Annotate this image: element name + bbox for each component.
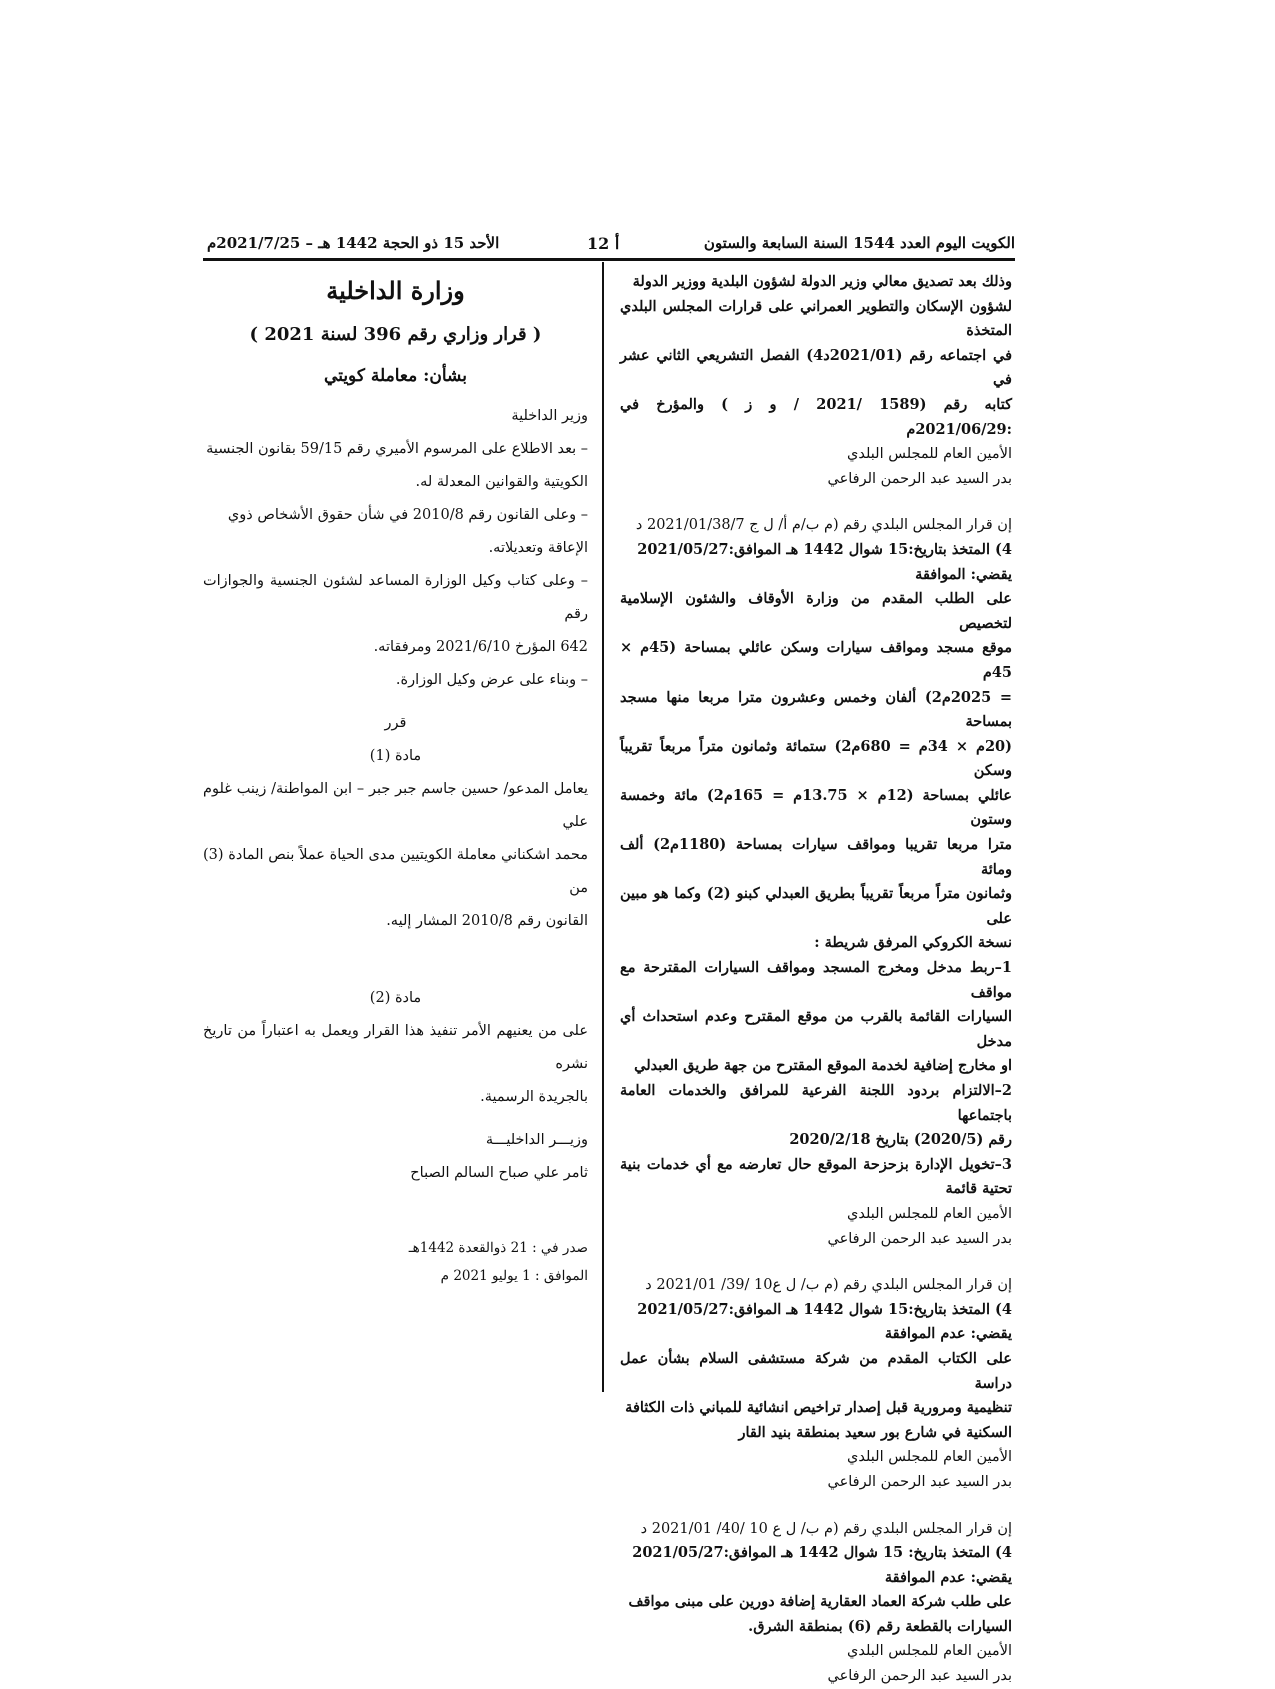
left-column <box>203 270 588 1290</box>
text-line: وثمانون متراً مربعاً تقريباً بطريق العبدلي كبنو (2) وكما هو مبين على <box>620 885 1013 927</box>
article-2-line: بالجريدة الرسمية. <box>480 1089 588 1105</box>
preamble-line: 642 المؤرخ 2021/6/10 ومرفقاته. <box>373 639 588 655</box>
decision-head: إن قرار المجلس البلدي رقم (م ب/ ل ع 10 /40/ 2021/01 د <box>640 1520 1012 1537</box>
minister-signature-title: وزيـــر الداخليـــة <box>485 1132 588 1148</box>
decision-body <box>620 1347 1012 1445</box>
preamble-line: – وعلى القانون رقم 2010/8 في شأن حقوق الأشخاص ذوي <box>227 507 588 523</box>
decision-3 <box>620 1517 1012 1689</box>
decision-verdict: يقضي: عدم الموافقة <box>884 1325 1012 1343</box>
text-line: = 2025م2) ألفان وخمس وعشرون مترا مربعا منها مسجد بمساحة <box>620 688 1012 731</box>
decree-title: ( قرار وزاري رقم 396 لسنة 2021 ) <box>249 324 542 345</box>
text-line: السيارات القائمة بالقرب من موقع المقترح وعدم استحداث أي مدخل <box>620 1008 1012 1050</box>
decision-head: 4) المتخذ بتاريخ: 15 شوال 1442 هـ الموافق:2021/05/27 <box>632 1544 1012 1562</box>
article-2-line: على من يعنيهم الأمر تنفيذ هذا القرار ويعمل به اعتباراً من تاريخ نشره <box>203 1023 588 1072</box>
signature-title: الأمين العام للمجلس البلدي <box>847 1205 1012 1222</box>
header-rule <box>203 258 1015 261</box>
column-divider <box>602 262 604 1392</box>
page-number: أ 12 <box>587 234 620 253</box>
preamble-line: – وعلى كتاب وكيل الوزارة المساعد لشئون الجنسية والجوازات رقم <box>203 573 588 622</box>
issued-date: صدر في : 21 ذوالقعدة 1442هـ <box>408 1240 588 1256</box>
decision-head: 4) المتخذ بتاريخ:15 شوال 1442 هـ الموافق:2021/05/27 <box>637 1300 1012 1318</box>
article-1-line: محمد اشكناني معاملة الكويتيين مدى الحياة عملاً بنص المادة (3) من <box>203 847 588 896</box>
right-column <box>620 270 1012 1689</box>
text-line: مترا مربعا تقريبا ومواقف سيارات بمساحة (1180م2) ألف ومائة <box>620 836 1012 878</box>
decision-1 <box>620 513 1012 1251</box>
text-line: 1–ربط مدخل ومخرج المسجد ومواقف السيارات المقترحة مع مواقف <box>620 959 1012 1001</box>
page-header <box>207 234 1015 256</box>
gazette-issue: الكويت اليوم العدد 1544 السنة السابعة والستون <box>703 234 1015 252</box>
decision-head: إن قرار المجلس البلدي رقم (م ب/ ل ع10 /39/ 2021/01 د <box>645 1277 1012 1294</box>
article-2-title: مادة (2) <box>369 990 422 1006</box>
text-line: او مخارج إضافية لخدمة الموقع المقترح من جهة طريق العبدلي <box>634 1057 1012 1075</box>
signature-title: الأمين العام للمجلس البلدي <box>847 1643 1012 1660</box>
text-line: (20م × 34م = 680م2) ستمائة وثمانون متراً مربعاً تقريباً وسكن <box>620 737 1012 780</box>
text-line: نسخة الكروكي المرفق شريطة : <box>814 934 1012 952</box>
signature-title: الأمين العام للمجلس البلدي <box>847 446 1012 463</box>
text-line: 3–تخويل الإدارة بزحزحة الموقع حال تعارضه مع أي خدمات بنية تحتية قائمة <box>620 1155 1012 1198</box>
text-line: السيارات بالقطعة رقم (6) بمنطقة الشرق. <box>748 1617 1012 1635</box>
decided-heading: قرر <box>384 715 407 731</box>
article-1-title: مادة (1) <box>369 748 422 764</box>
text-line: تنظيمية ومرورية قبل إصدار تراخيص انشائية للمباني ذات الكثافة <box>625 1399 1012 1417</box>
signature-name: بدر السيد عبد الرحمن الرفاعي <box>827 470 1012 487</box>
decree-subject: بشأن: معاملة كويتي <box>324 366 467 386</box>
text-line: كتابه رقم (1589 /2021 / و ز ) والمؤرخ في :2021/06/29م <box>620 395 1012 438</box>
decision-body <box>620 1590 1012 1639</box>
signature-title: الأمين العام للمجلس البلدي <box>847 1449 1012 1466</box>
text-line: على الكتاب المقدم من شركة مستشفى السلام بشأن عمل دراسة <box>620 1349 1012 1392</box>
decision-head: 4) المتخذ بتاريخ:15 شوال 1442 هـ الموافق:2021/05/27 <box>637 540 1012 558</box>
preamble-line: الكويتية والقوانين المعدلة له. <box>415 474 588 490</box>
signature-name: بدر السيد عبد الرحمن الرفاعي <box>827 1668 1012 1685</box>
minister-line: وزير الداخلية <box>511 408 588 424</box>
corresponding-date: الموافق : 1 يوليو 2021 م <box>440 1268 588 1284</box>
preamble-line: – وبناء على عرض وكيل الوزارة. <box>395 672 588 688</box>
text-line: وذلك بعد تصديق معالي وزير الدولة لشؤون البلدية ووزير الدولة <box>632 273 1012 290</box>
decision-verdict: يقضي: عدم الموافقة <box>884 1568 1012 1586</box>
ministry-title: وزارة الداخلية <box>326 276 465 305</box>
signature-name: بدر السيد عبد الرحمن الرفاعي <box>827 1473 1012 1490</box>
preamble-line: – بعد الاطلاع على المرسوم الأميري رقم 59/15 بقانون الجنسية <box>206 441 588 457</box>
text-line: عائلي بمساحة (12م × 13.75م = 165م2) مائة وخمسة وستون <box>620 786 1012 829</box>
article-1-line: القانون رقم 2010/8 المشار إليه. <box>386 913 588 929</box>
preamble-line: الإعاقة وتعديلاته. <box>488 540 588 556</box>
decision-head: إن قرار المجلس البلدي رقم (م ب/م أ/ ل ج 2021/01/38/7 د <box>635 517 1012 534</box>
text-line: في اجتماعه رقم (2021/01د4) الفصل التشريعي الثاني عشر في <box>620 346 1012 389</box>
text-line: على الطلب المقدم من وزارة الأوقاف والشئون الإسلامية لتخصيص <box>620 590 1012 632</box>
issue-date: الأحد 15 ذو الحجة 1442 هـ – 2021/7/25م <box>207 234 500 252</box>
decision-2 <box>620 1273 1012 1494</box>
decision-body <box>620 587 1012 1202</box>
article-1-line: يعامل المدعو/ حسين جاسم جبر جبر – ابن المواطنة/ زينب غلوم علي <box>203 781 588 830</box>
text-line: رقم (2020/5) بتاريخ 2020/2/18 <box>789 1131 1012 1149</box>
minister-signature-name: ثامر علي صباح السالم الصباح <box>410 1165 588 1181</box>
text-line: 2–الالتزام بردود اللجنة الفرعية للمرافق والخدمات العامة باجتماعها <box>620 1082 1012 1124</box>
text-line: السكنية في شارع بور سعيد بمنطقة بنيد القار <box>738 1423 1012 1441</box>
intro-paragraph <box>620 270 1012 442</box>
decision-verdict: يقضي: الموافقة <box>915 565 1012 583</box>
text-line: لشؤون الإسكان والتطوير العمراني على قرارات المجلس البلدي المتخذة <box>620 297 1012 340</box>
signature-name: بدر السيد عبد الرحمن الرفاعي <box>827 1230 1012 1247</box>
text-line: موقع مسجد ومواقف سيارات وسكن عائلي بمساحة (45م × 45م <box>620 639 1012 681</box>
text-line: على طلب شركة العماد العقارية إضافة دورين على مبنى مواقف <box>628 1593 1012 1611</box>
